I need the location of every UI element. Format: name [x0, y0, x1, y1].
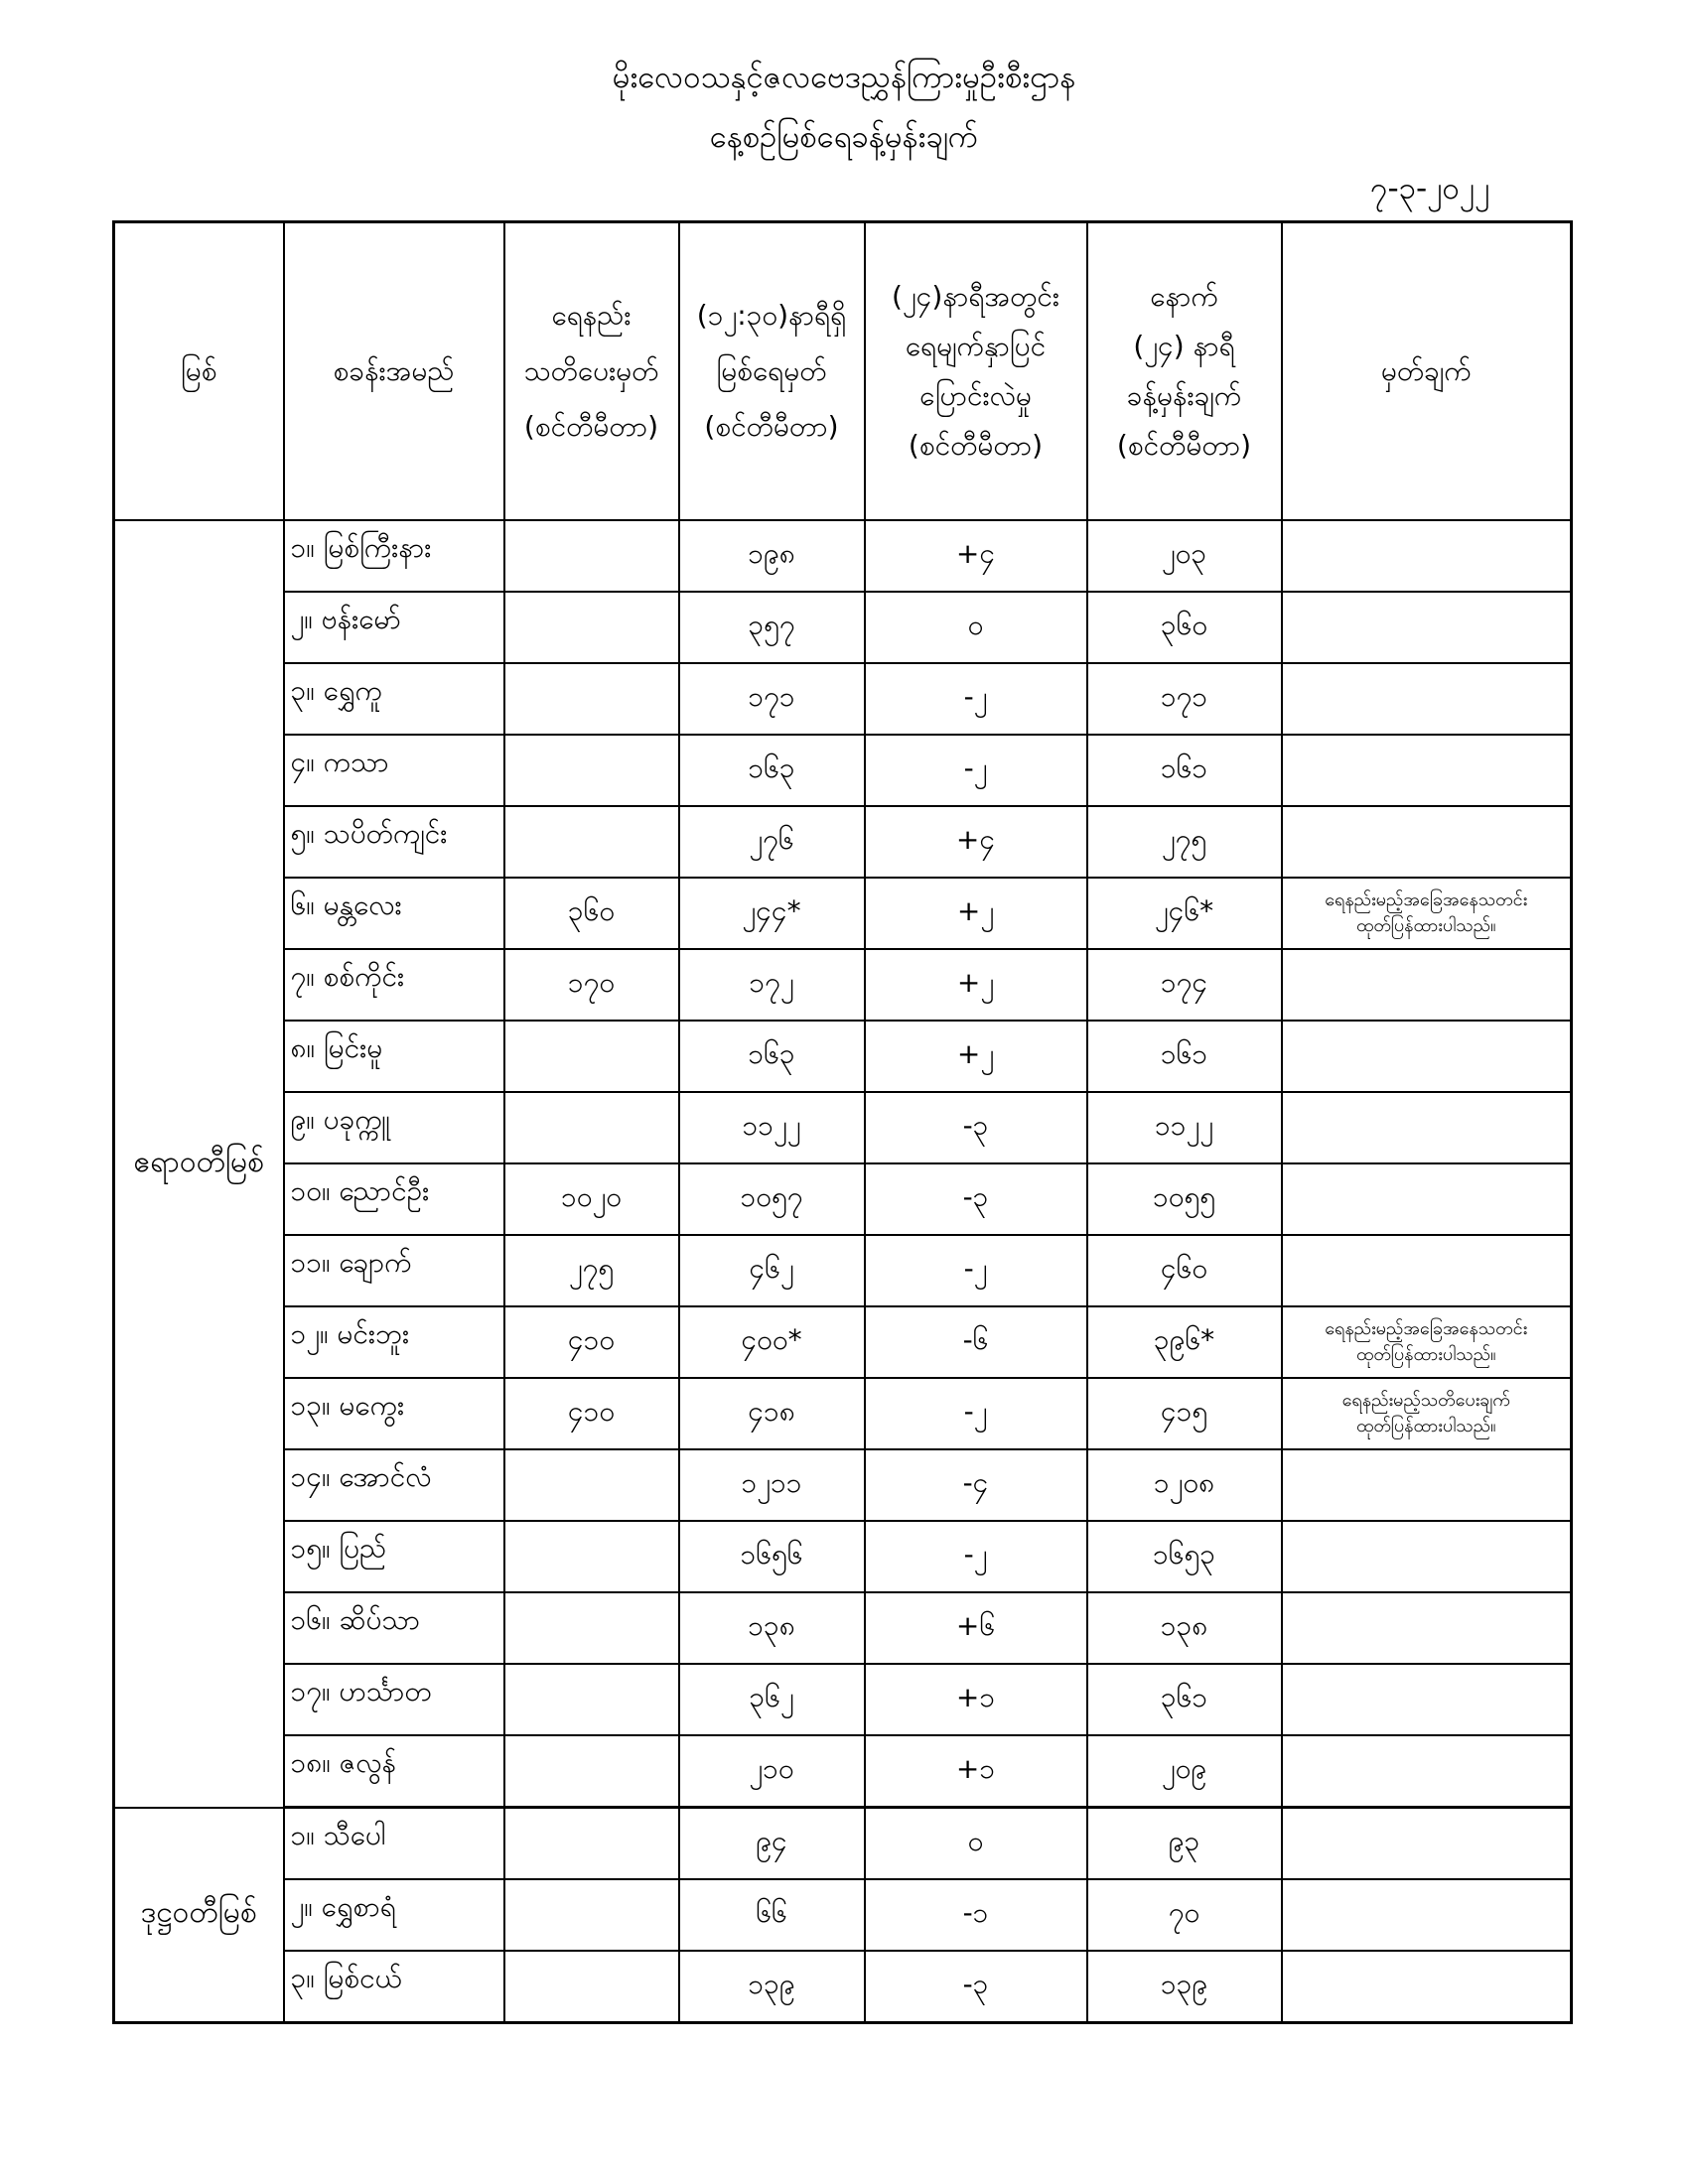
current-level-cell: ၄၆၂ — [679, 1235, 865, 1306]
remark-cell — [1282, 1021, 1572, 1092]
header-remarks: မှတ်ချက် — [1282, 222, 1572, 521]
river-level-table — [112, 220, 1573, 2024]
danger-level-cell — [504, 1664, 679, 1735]
station-name: ၁။ သီပေါ — [284, 1808, 504, 1880]
station-name: ၁၄။ အောင်လံ — [284, 1449, 504, 1521]
station-name: ၅။ သပိတ်ကျင်း — [284, 806, 504, 878]
station-name: ၁။ မြစ်ကြီးနား — [284, 520, 504, 592]
change-cell: ၀ — [865, 592, 1087, 663]
forecast-cell: ၂၄၆* — [1087, 878, 1282, 949]
danger-level-cell — [504, 592, 679, 663]
station-name: ၄။ ကသာ — [284, 735, 504, 806]
forecast-cell: ၉၃ — [1087, 1808, 1282, 1880]
header-change-line: (၂၄)နာရီအတွင်း — [891, 280, 1060, 313]
page-title: မိုးလေဝသနှင့်ဇလဗေဒညွှန်ကြားမှုဦးစီးဌာန — [612, 60, 1076, 95]
change-cell: -၃ — [865, 1163, 1087, 1235]
current-level-cell: ၁၀၅၇ — [679, 1163, 865, 1235]
forecast-cell: ၄၁၅ — [1087, 1378, 1282, 1449]
remark-cell — [1282, 1521, 1572, 1592]
current-level-cell: ၂၁၀ — [679, 1735, 865, 1808]
table-body — [114, 520, 1572, 2023]
forecast-cell: ၁၂၀၈ — [1087, 1449, 1282, 1521]
station-name: ၉။ ပခုက္ကူ — [284, 1092, 504, 1163]
station-name: ၂။ ရွှေစာရံ — [284, 1879, 504, 1951]
river-name: ဒုဋ္ဌဝတီမြစ် — [114, 1808, 284, 2023]
station-name: ၂။ ဗန်းမော် — [284, 592, 504, 663]
change-cell: -၃ — [865, 1092, 1087, 1163]
station-name: ၁၅။ ပြည် — [284, 1521, 504, 1592]
table-row — [114, 1306, 1572, 1378]
forecast-cell: ၃၆၁ — [1087, 1664, 1282, 1735]
current-level-cell: ၆၆ — [679, 1879, 865, 1951]
station-name: ၁၈။ ဇလွန် — [284, 1735, 504, 1808]
remark-cell — [1282, 949, 1572, 1021]
forecast-cell: ၃၉၆* — [1087, 1306, 1282, 1378]
current-level-cell: ၁၃၈ — [679, 1592, 865, 1664]
current-level-cell: ၂၄၄* — [679, 878, 865, 949]
danger-level-cell — [504, 1808, 679, 1880]
forecast-cell: ၇၀ — [1087, 1879, 1282, 1951]
table-row — [114, 878, 1572, 949]
page-subtitle: နေ့စဉ်မြစ်ရေခန့်မှန်းချက် — [709, 119, 979, 155]
danger-level-cell — [504, 1951, 679, 2023]
forecast-cell: ၂၇၅ — [1087, 806, 1282, 878]
current-level-cell: ၄၁၈ — [679, 1378, 865, 1449]
remark-cell — [1282, 1306, 1572, 1378]
forecast-cell: ၄၆၀ — [1087, 1235, 1282, 1306]
table-row — [114, 1592, 1572, 1664]
current-level-cell: ၁၂၁၁ — [679, 1449, 865, 1521]
change-cell: +၄ — [865, 806, 1087, 878]
remark-cell — [1282, 1808, 1572, 1880]
table-row — [114, 1092, 1572, 1163]
header-row — [114, 222, 1572, 521]
current-level-cell: ၄၀၀* — [679, 1306, 865, 1378]
danger-level-cell — [504, 520, 679, 592]
remark-cell — [1282, 1879, 1572, 1951]
header-danger-line: (စင်တီမီတာ) — [523, 410, 659, 443]
danger-level-cell — [504, 1092, 679, 1163]
change-cell: -၂ — [865, 735, 1087, 806]
station-name: ၈။ မြင်းမူ — [284, 1021, 504, 1092]
change-cell: -၂ — [865, 1235, 1087, 1306]
forecast-cell: ၁၆၁ — [1087, 1021, 1282, 1092]
danger-level-cell — [504, 1592, 679, 1664]
station-name: ၇။ စစ်ကိုင်း — [284, 949, 504, 1021]
change-cell: -၄ — [865, 1449, 1087, 1521]
forecast-cell: ၁၆၁ — [1087, 735, 1282, 806]
change-cell: +၁ — [865, 1735, 1087, 1808]
danger-level-cell: ၁၇၀ — [504, 949, 679, 1021]
forecast-cell: ၂၀၉ — [1087, 1735, 1282, 1808]
change-cell: -၃ — [865, 1951, 1087, 2023]
table-row — [114, 735, 1572, 806]
station-name: ၁၀။ ညောင်ဦး — [284, 1163, 504, 1235]
remark-cell — [1282, 1664, 1572, 1735]
current-level-cell: ၃၅၇ — [679, 592, 865, 663]
change-cell: +၂ — [865, 878, 1087, 949]
station-name: ၆။ မန္တလေး — [284, 878, 504, 949]
table-row — [114, 1879, 1572, 1951]
header-forecast-line: နောက် — [1150, 280, 1218, 313]
remark-cell — [1282, 1235, 1572, 1306]
change-cell: -၂ — [865, 1378, 1087, 1449]
remark-line: ထုတ်ပြန်ထားပါသည်။ — [1355, 1416, 1496, 1436]
header-current-level — [679, 222, 865, 521]
report-date: ၇-၃-၂၀၂၂ — [1370, 171, 1490, 206]
remark-cell — [1282, 1378, 1572, 1449]
header-change-line: ပြောင်းလဲမှု — [919, 379, 1032, 412]
station-name: ၁၇။ ဟင်္သာတ — [284, 1664, 504, 1735]
remark-line: ထုတ်ပြန်ထားပါသည်။ — [1355, 915, 1496, 936]
header-current-line: မြစ်ရေမှတ် — [716, 354, 827, 387]
forecast-cell: ၁၇၁ — [1087, 663, 1282, 735]
table-row — [114, 663, 1572, 735]
danger-level-cell — [504, 806, 679, 878]
table-row — [114, 592, 1572, 663]
current-level-cell: ၁၃၉ — [679, 1951, 865, 2023]
change-cell: +၂ — [865, 1021, 1087, 1092]
forecast-cell: ၂၀၃ — [1087, 520, 1282, 592]
danger-level-cell: ၂၇၅ — [504, 1235, 679, 1306]
remark-line: ရေနည်းမည့်သတိပေးချက် — [1341, 1390, 1510, 1411]
remark-cell — [1282, 1449, 1572, 1521]
header-forecast-line: ခန့်မှန်းချက် — [1126, 379, 1242, 412]
remark-line: ထုတ်ပြန်ထားပါသည်။ — [1355, 1344, 1496, 1365]
table-row — [114, 1235, 1572, 1306]
station-name: ၃။ ရွှေကူ — [284, 663, 504, 735]
change-cell: -၁ — [865, 1879, 1087, 1951]
current-level-cell: ၉၄ — [679, 1808, 865, 1880]
remark-cell — [1282, 1092, 1572, 1163]
current-level-cell: ၁၆၅၆ — [679, 1521, 865, 1592]
danger-level-cell — [504, 663, 679, 735]
forecast-cell: ၁၀၅၅ — [1087, 1163, 1282, 1235]
danger-level-cell — [504, 1021, 679, 1092]
danger-level-cell — [504, 1449, 679, 1521]
change-cell: +၂ — [865, 949, 1087, 1021]
station-name: ၁၂။ မင်းဘူး — [284, 1306, 504, 1378]
station-name: ၁၁။ ချောက် — [284, 1235, 504, 1306]
river-name: ဧရာဝတီမြစ် — [114, 520, 284, 1808]
current-level-cell: ၁၇၂ — [679, 949, 865, 1021]
header-river: မြစ် — [114, 222, 284, 521]
forecast-cell: ၁၇၄ — [1087, 949, 1282, 1021]
remark-cell — [1282, 1951, 1572, 2023]
current-level-cell: ၁၁၂၂ — [679, 1092, 865, 1163]
forecast-cell: ၁၃၉ — [1087, 1951, 1282, 2023]
forecast-cell: ၁၃၈ — [1087, 1592, 1282, 1664]
remark-cell — [1282, 1735, 1572, 1808]
remark-line: ရေနည်းမည့်အခြေအနေသတင်း — [1325, 889, 1528, 910]
remark-cell — [1282, 663, 1572, 735]
current-level-cell: ၂၇၆ — [679, 806, 865, 878]
change-cell: +၁ — [865, 1664, 1087, 1735]
forecast-cell: ၃၆၀ — [1087, 592, 1282, 663]
danger-level-cell — [504, 1521, 679, 1592]
remark-line: ရေနည်းမည့်အခြေအနေသတင်း — [1325, 1318, 1528, 1339]
remark-cell — [1282, 520, 1572, 592]
header-forecast-24h — [1087, 222, 1282, 521]
change-cell: -၂ — [865, 1521, 1087, 1592]
remark-cell — [1282, 878, 1572, 949]
table-row — [114, 1021, 1572, 1092]
danger-level-cell: ၃၆၀ — [504, 878, 679, 949]
header-current-line: (၁၂:၃၀)နာရီရှိ — [696, 299, 847, 332]
table-row — [114, 1378, 1572, 1449]
header-danger-line: သတိပေးမှတ် — [523, 354, 659, 387]
current-level-cell: ၁၆၃ — [679, 735, 865, 806]
table-row — [114, 1449, 1572, 1521]
table-row — [114, 520, 1572, 592]
current-level-cell: ၁၉၈ — [679, 520, 865, 592]
table-row — [114, 806, 1572, 878]
current-level-cell: ၃၆၂ — [679, 1664, 865, 1735]
current-level-cell: ၁၆၃ — [679, 1021, 865, 1092]
header-danger-line: ရေနည်း — [551, 299, 632, 332]
danger-level-cell: ၁၀၂၀ — [504, 1163, 679, 1235]
danger-level-cell — [504, 1879, 679, 1951]
table-row — [114, 1521, 1572, 1592]
station-name: ၁၆။ ဆိပ်သာ — [284, 1592, 504, 1664]
header-change-line: (စင်တီမီတာ) — [908, 429, 1044, 462]
change-cell: +၄ — [865, 520, 1087, 592]
current-level-cell: ၁၇၁ — [679, 663, 865, 735]
table-row — [114, 1808, 1572, 1880]
danger-level-cell — [504, 1735, 679, 1808]
danger-level-cell: ၄၁၀ — [504, 1306, 679, 1378]
change-cell: -၆ — [865, 1306, 1087, 1378]
table-row — [114, 1664, 1572, 1735]
remark-cell — [1282, 1592, 1572, 1664]
table-row — [114, 1163, 1572, 1235]
header-danger-level — [504, 222, 679, 521]
remark-cell — [1282, 806, 1572, 878]
danger-level-cell: ၄၁၀ — [504, 1378, 679, 1449]
forecast-cell: ၁၆၅၃ — [1087, 1521, 1282, 1592]
station-name: ၁၃။ မကွေး — [284, 1378, 504, 1449]
remark-cell — [1282, 1163, 1572, 1235]
header-change-line: ရေမျက်နှာပြင် — [905, 330, 1047, 362]
header-forecast-line: (၂၄) နာရီ — [1133, 330, 1235, 362]
table-row — [114, 1951, 1572, 2023]
danger-level-cell — [504, 735, 679, 806]
header-station: စခန်းအမည် — [284, 222, 504, 521]
change-cell: -၂ — [865, 663, 1087, 735]
table-row — [114, 949, 1572, 1021]
header-forecast-line: (စင်တီမီတာ) — [1116, 429, 1252, 462]
change-cell: +၆ — [865, 1592, 1087, 1664]
forecast-cell: ၁၁၂၂ — [1087, 1092, 1282, 1163]
remark-cell — [1282, 592, 1572, 663]
header-current-line: (စင်တီမီတာ) — [704, 410, 839, 443]
station-name: ၃။ မြစ်ငယ် — [284, 1951, 504, 2023]
table-row — [114, 1735, 1572, 1808]
header-change-24h — [865, 222, 1087, 521]
remark-cell — [1282, 735, 1572, 806]
change-cell: ၀ — [865, 1808, 1087, 1880]
